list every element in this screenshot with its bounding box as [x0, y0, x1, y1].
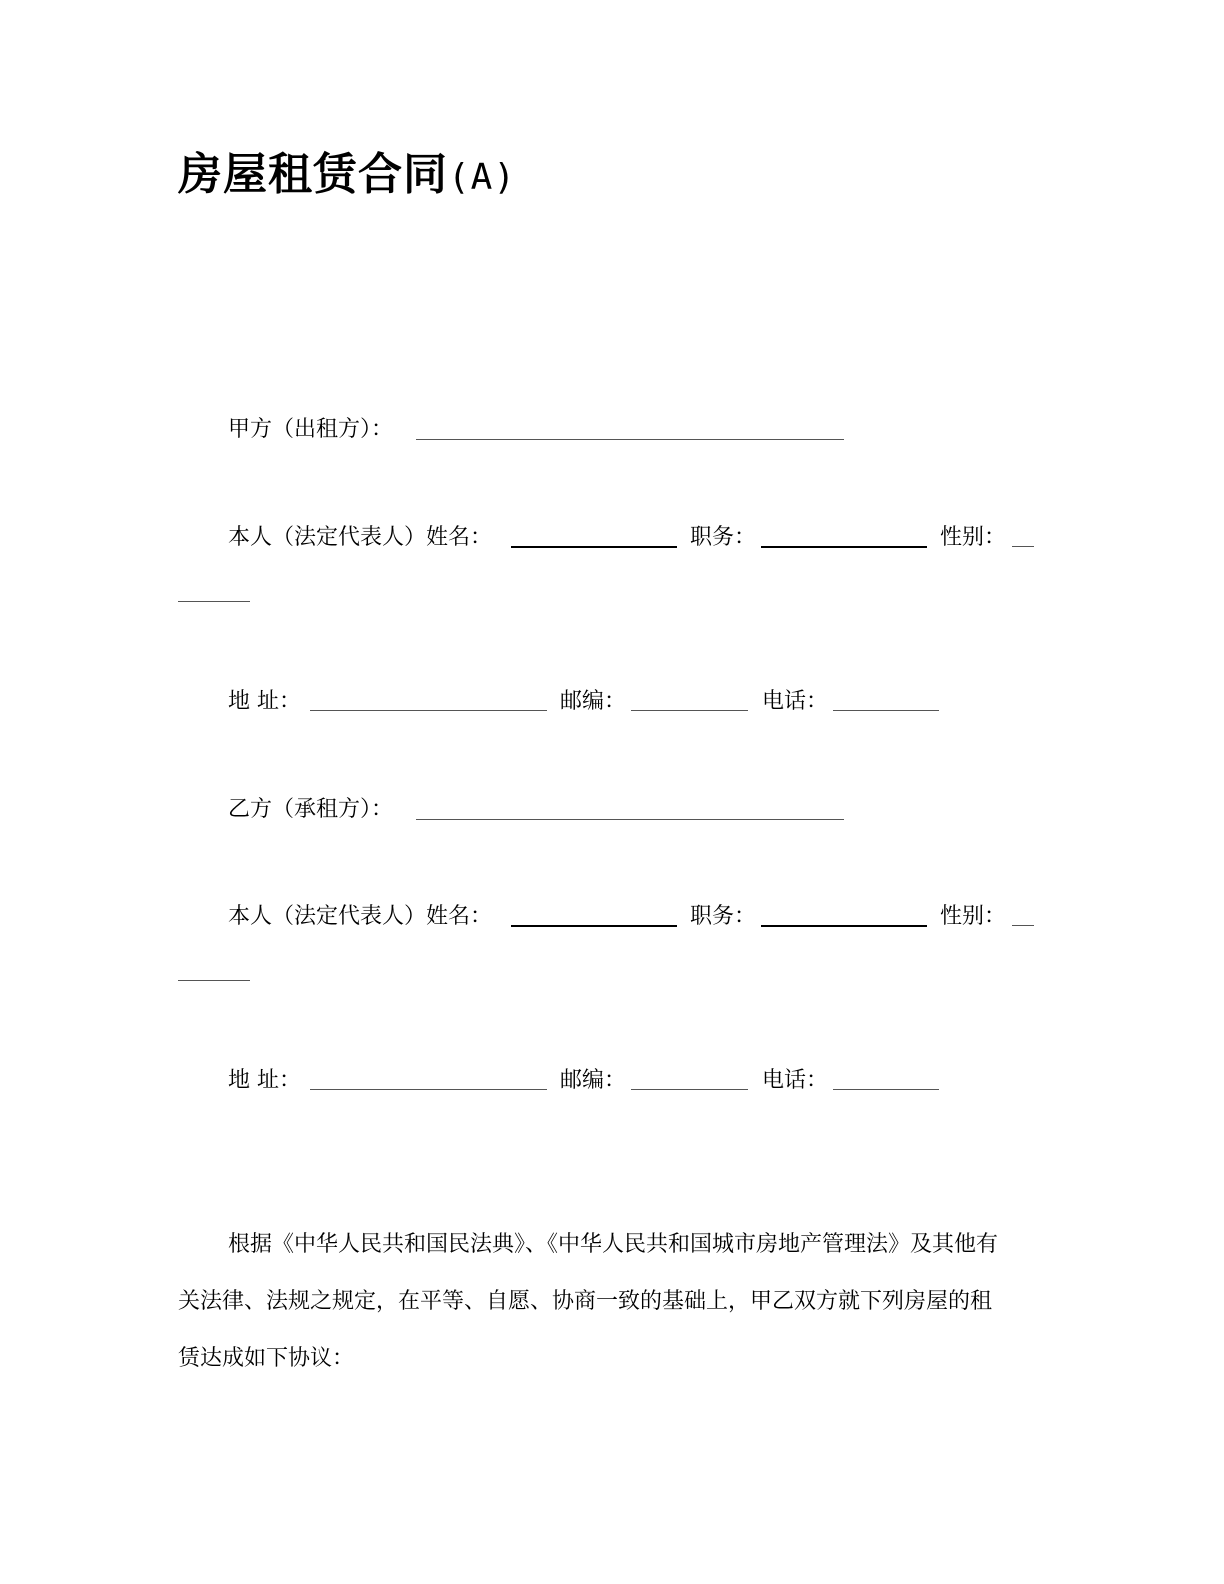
party-a-postcode-field[interactable]: [631, 710, 748, 711]
party-a-address-field[interactable]: [310, 710, 547, 711]
party-b-postcode-label: 邮编：: [560, 1068, 627, 1093]
party-b-name-field[interactable]: [416, 819, 844, 820]
party-b-gender-field[interactable]: [1012, 925, 1034, 926]
preamble-line-2: 关法律、法规之规定，在平等、自愿、协商一致的基础上，甲乙双方就下列房屋的租: [178, 1289, 993, 1314]
party-a-phone-field[interactable]: [833, 710, 939, 711]
party-b-label: 乙方（承租方）：: [228, 797, 394, 822]
party-b-phone-label: 电话：: [762, 1068, 829, 1093]
party-a-label: 甲方（出租方）：: [228, 417, 394, 442]
party-b-gender-field-continued[interactable]: [178, 980, 250, 981]
party-a-address-label: 地 址：: [228, 689, 301, 714]
party-b-rep-name-label: 本人（法定代表人）姓名：: [228, 904, 493, 929]
party-a-position-label: 职务：: [690, 525, 757, 550]
party-a-rep-name-label: 本人（法定代表人）姓名：: [228, 525, 493, 550]
preamble-line-1: 根据《中华人民共和国民法典》、《中华人民共和国城市房地产管理法》及其他有: [228, 1232, 999, 1257]
party-b-position-label: 职务：: [690, 904, 757, 929]
party-b-rep-name-field[interactable]: [511, 925, 677, 927]
title-suffix: (A): [448, 157, 517, 198]
party-a-gender-label: 性别：: [940, 525, 1007, 550]
party-a-gender-field[interactable]: [1012, 546, 1034, 547]
party-a-rep-name-field[interactable]: [511, 546, 677, 548]
party-b-postcode-field[interactable]: [631, 1089, 748, 1090]
party-a-name-field[interactable]: [416, 439, 844, 440]
party-a-postcode-label: 邮编：: [560, 689, 627, 714]
party-a-gender-field-continued[interactable]: [178, 601, 250, 602]
party-b-gender-label: 性别：: [940, 904, 1007, 929]
party-b-position-field[interactable]: [761, 925, 927, 927]
party-b-phone-field[interactable]: [833, 1089, 939, 1090]
party-a-position-field[interactable]: [761, 546, 927, 548]
party-b-address-label: 地 址：: [228, 1068, 301, 1093]
title-text: 房屋租赁合同: [178, 149, 448, 200]
preamble-paragraph: [178, 1216, 1038, 1387]
party-a-phone-label: 电话：: [762, 689, 829, 714]
party-b-address-field[interactable]: [310, 1089, 547, 1090]
preamble-line-3: 赁达成如下协议：: [178, 1346, 355, 1371]
document-title: [178, 145, 516, 205]
